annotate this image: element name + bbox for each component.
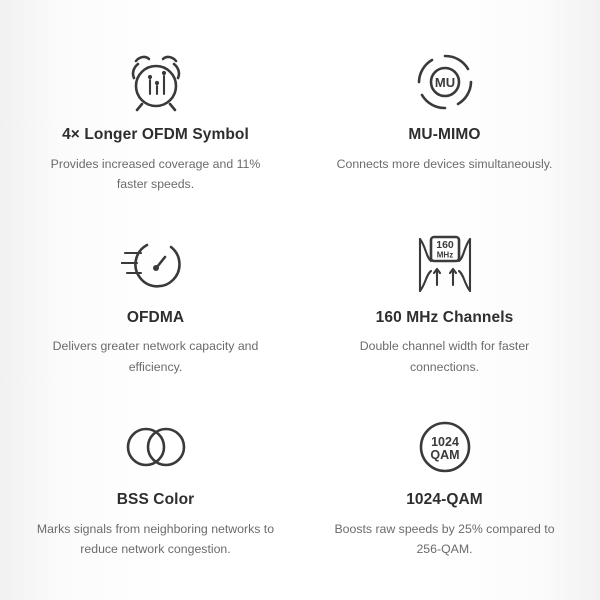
feature-card-bss-color: [14, 399, 297, 582]
feature-description: Connects more devices simultaneously.: [336, 156, 553, 171]
qam-circle-icon: [413, 413, 477, 481]
feature-title: BSS Color: [116, 491, 195, 509]
feature-card-ofdma: [14, 217, 297, 400]
feature-title: 4× Longer OFDM Symbol: [62, 126, 249, 143]
feature-title: MU-MIMO: [408, 126, 481, 143]
ofdma-speed-gauge-icon: [121, 231, 191, 299]
feature-title: OFDMA: [126, 308, 185, 326]
channel-width-icon-label-bottom: MHz: [436, 250, 453, 260]
qam-icon-label-top: 1024: [430, 435, 459, 450]
feature-card-ofdm-symbol: [14, 34, 297, 217]
feature-card-mu-mimo: [303, 34, 586, 217]
feature-description: Marks signals from neighboring networks to reduce network congestion.: [36, 521, 275, 557]
feature-description: Double channel width for faster connections.: [359, 339, 530, 374]
mu-mimo-icon-label: MU: [434, 75, 455, 90]
feature-card-1024-qam: [303, 399, 586, 582]
feature-description: Provides increased coverage and 11% faster speeds.: [50, 156, 261, 191]
feature-description: Boosts raw speeds by 25% compared to 256-QAM.: [334, 521, 555, 557]
channel-width-icon-label-top: 160: [435, 238, 454, 251]
feature-title: 1024-QAM: [406, 491, 483, 509]
bss-color-rings-icon: [120, 413, 192, 481]
alarm-clock-icon: [124, 48, 188, 116]
feature-card-160mhz: [303, 217, 586, 400]
qam-icon-label-bottom: QAM: [429, 448, 460, 463]
feature-title: 160 MHz Channels: [375, 308, 514, 326]
feature-description: Delivers greater network capacity and efficiency.: [52, 339, 259, 374]
channel-width-icon: [408, 231, 482, 299]
mu-mimo-icon: [413, 48, 477, 116]
feature-grid: [14, 34, 586, 582]
